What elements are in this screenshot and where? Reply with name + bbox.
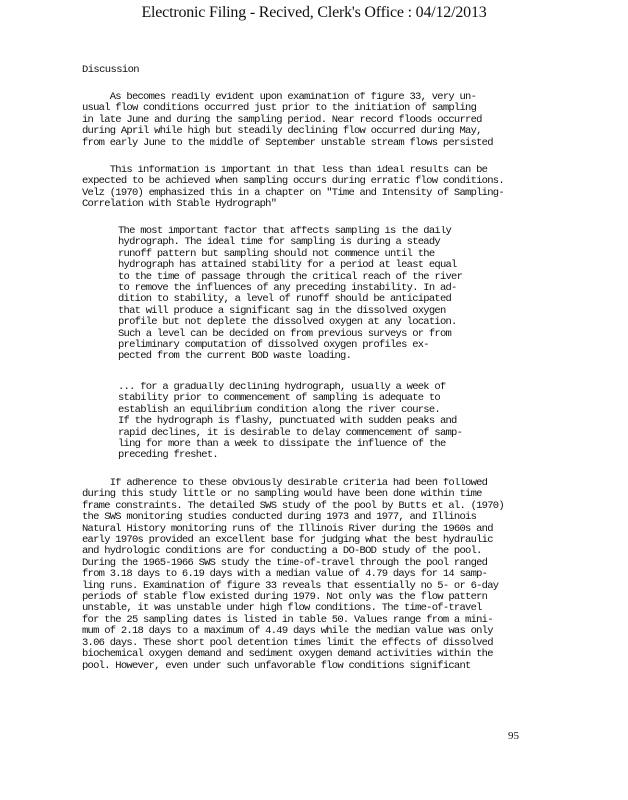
electronic-filing-header: Electronic Filing - Recived, Clerk's Office : 04/12/2013	[141, 4, 487, 21]
page-number: 95	[508, 730, 519, 742]
paragraph-flow-conditions: As becomes readily evident upon examination of figure 33, very un- usual flow conditions occurred just prior to the initiation of sampling in late June and during the sampling period. Near record floods occurred during April while high but steadily declining flow occurred during May, from early June to the middle of September unstable stream flows persisted	[82, 92, 493, 149]
paragraph-sampling-criteria: If adherence to these obviously desirable criteria had been followed during this study little or no sampling would have been done within time frame constraints. The detailed SWS study of the pool by Butts et al. (1970) the SWS monitoring studies conducted during 1973 and 1977, and Illinois Natural History monitoring runs of the Illinois River during the 1960s and early 1970s provided an excellent base for judging what the best hydraulic and hydrologic conditions are for conducting a DO-BOD study of the pool. During the 1965-1966 SWS study the time-of-travel through the pool ranged from 3.18 days to 6.19 days with a median value of 4.79 days for 14 samp- ling runs. Examination of figure 33 reveals that essentially no 5- or 6-day periods of stable flow existed during 1979. Not only was the flow pattern unstable, it was unstable under high flow conditions. The time-of-travel for the 25 sampling dates is listed in table 50. Values range from a mini- mum of 2.18 days to a maximum of 4.49 days while the median value was only 3.06 days. These short pool detention times limit the effects of dissolved biochemical oxygen demand and sediment oxygen demand activities within the pool. However, even under such unfavorable flow conditions significant	[82, 478, 504, 672]
block-quote-declining-hydrograph: ... for a gradually declining hydrograph, usually a week of stability prior to commencement of sampling is adequate to establish an equilibrium condition along the river course. If the hydrograph is flashy, punctuated with sudden peaks and rapid declines, it is desirable to delay commencement of samp- ling for more than a week to dissipate the influence of the preceding freshet.	[118, 382, 463, 462]
section-heading: Discussion	[82, 64, 140, 76]
paragraph-velz-reference: This information is important in that less than ideal results can be expected to be achieved when sampling occurs during erratic flow conditions. Velz (1970) emphasized this in a chapter on "Time and Intensity of Sampling- Correlation with Stable Hydrograph"	[82, 165, 504, 211]
block-quote-hydrograph: The most important factor that affects sampling is the daily hydrograph. The ideal time for sampling is during a steady runoff pattern but sampling should not commence until the hydrograph has attained stability for a period at least equal to the time of passage through the critical reach of the river to remove the influences of any preceding instability. In ad- dition to stability, a level of runoff should be anticipated that will produce a significant sag in the dissolved oxygen profile but not deplete the dissolved oxygen at any location. Such a level can be decided on from previous surveys or from preliminary computation of dissolved oxygen profiles ex- pected from the current BOD waste loading.	[118, 226, 463, 363]
